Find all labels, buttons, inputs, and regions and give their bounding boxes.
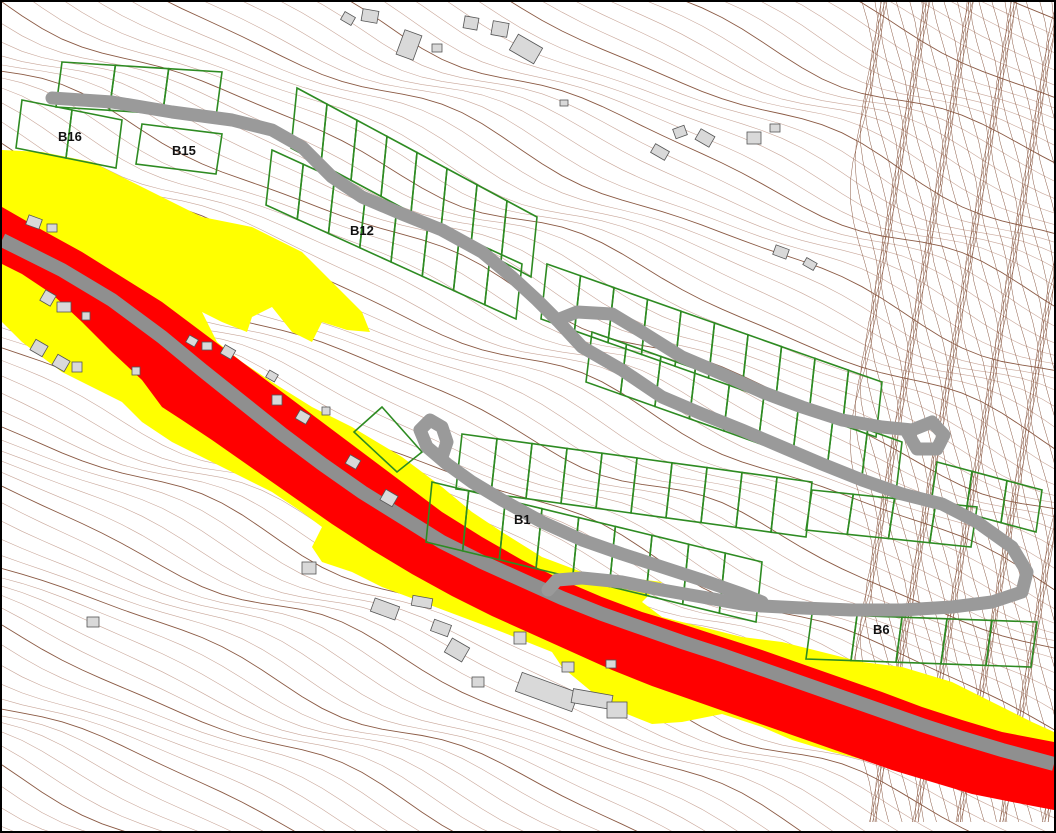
building: [514, 632, 526, 644]
building: [491, 21, 509, 38]
zone-label-b6: B6: [873, 622, 890, 637]
building: [82, 312, 90, 320]
zone-label-b1: B1: [514, 512, 531, 527]
building: [57, 302, 71, 312]
building: [322, 407, 330, 415]
building: [463, 16, 479, 30]
zone-label-b15: B15: [172, 143, 196, 158]
building: [606, 660, 616, 668]
building: [87, 617, 99, 627]
building: [472, 677, 484, 687]
building: [562, 662, 574, 672]
building: [361, 9, 379, 24]
zone-label-b16: B16: [58, 129, 82, 144]
zone-label-b12: B12: [350, 223, 374, 238]
building: [560, 100, 568, 106]
map-canvas[interactable]: [2, 2, 1054, 831]
building: [47, 224, 57, 232]
building: [770, 124, 780, 132]
building: [607, 702, 627, 718]
building: [202, 342, 212, 350]
building: [132, 367, 140, 375]
building: [302, 562, 316, 574]
building: [72, 362, 82, 372]
building: [747, 132, 761, 144]
building: [272, 395, 282, 405]
building: [432, 44, 442, 52]
